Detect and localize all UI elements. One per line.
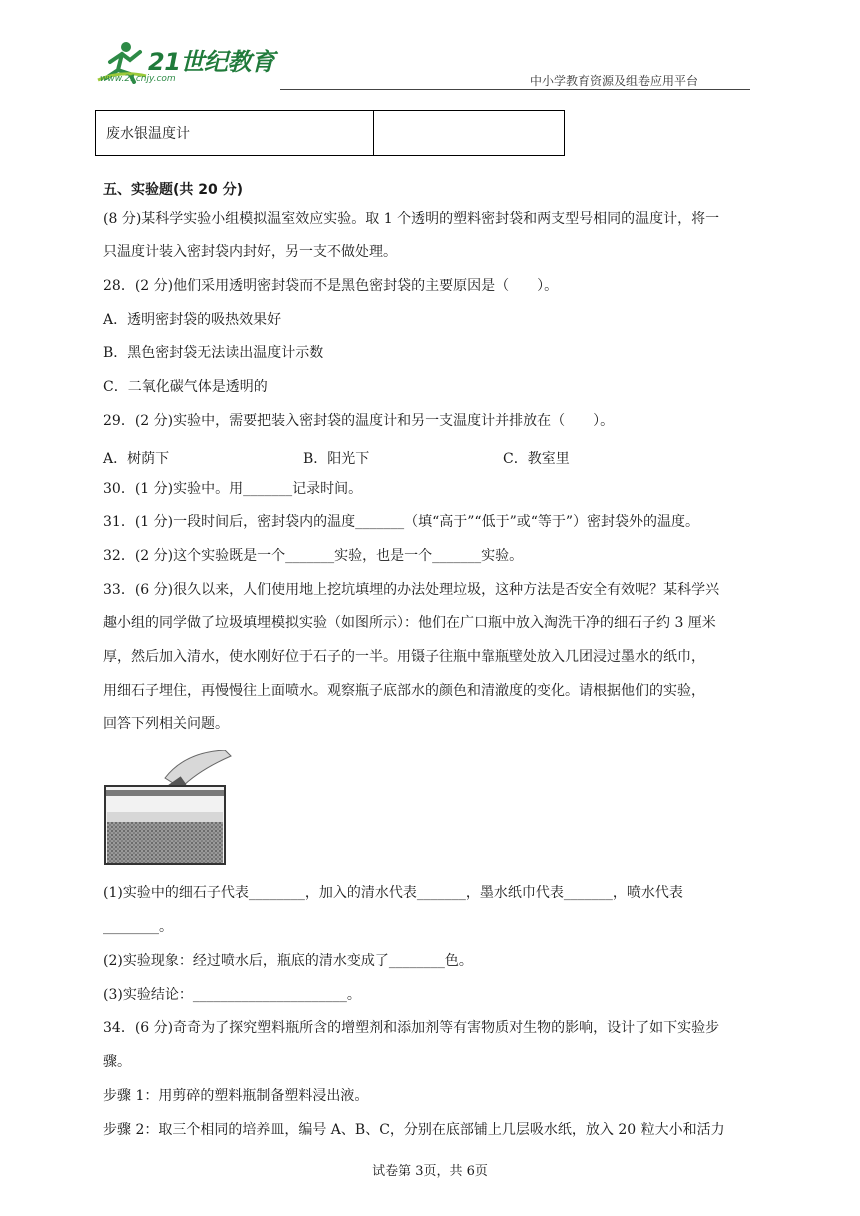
question-33-stem: 趣小组的同学做了垃圾填埋模拟实验（如图所示）：他们在广口瓶中放入淘洗干净的细石子约 3 厘米 xyxy=(103,615,716,631)
question-29-stem: 29．(2 分)实验中，需要把装入密封袋的温度计和另一支温度计并排放在（ ）。 xyxy=(103,413,615,429)
logo-text: 21世纪教育 xyxy=(148,48,275,76)
intro-line: (8 分)某科学实验小组模拟温室效应实验。取 1 个透明的塑料密封袋和两支型号相同的温度计，将一 xyxy=(103,211,720,227)
q33-sub1-cont: ________。 xyxy=(103,919,173,935)
q33-sub3: (3)实验结论：______________________。 xyxy=(103,987,361,1003)
section-title: 五、实验题(共 20 分) xyxy=(103,182,244,198)
answer-table xyxy=(95,110,565,156)
question-31: 31．(1 分)一段时间后，密封袋内的温度_______（填“高于”“低于”或“等于”）密封袋外的温度。 xyxy=(103,514,700,530)
question-34-stem: 34．(6 分)奇奇为了探究塑料瓶所含的增塑剂和添加剂等有害物质对生物的影响，设计了如下实验步 xyxy=(103,1020,720,1036)
question-33-stem: 33．(6 分)很久以来，人们使用地上挖坑填埋的办法处理垃圾，这种方法是否安全有效呢？某科学兴 xyxy=(103,582,720,598)
q34-step1: 步骤 1：用剪碎的塑料瓶制备塑料浸出液。 xyxy=(103,1088,369,1104)
question-34-stem: 骤。 xyxy=(103,1054,131,1070)
page-header xyxy=(0,0,860,92)
q29-option-c[interactable]: C．教室里 xyxy=(503,451,570,467)
logo xyxy=(96,40,276,92)
q29-option-a[interactable]: A．树荫下 xyxy=(103,451,170,467)
question-30: 30．(1 分)实验中。用_______记录时间。 xyxy=(103,481,363,497)
q28-option-b[interactable]: B．黑色密封袋无法读出温度计示数 xyxy=(103,345,324,361)
q34-step2: 步骤 2：取三个相同的培养皿，编号 A、B、C，分别在底部铺上几层吸水纸，放入 20 粒大小和活力 xyxy=(103,1122,725,1138)
table-cell-label: 废水银温度计 xyxy=(96,111,374,156)
question-32: 32．(2 分)这个实验既是一个_______实验，也是一个_______实验。 xyxy=(103,548,524,564)
table-cell-value[interactable] xyxy=(374,111,565,156)
q33-sub2: (2)实验现象：经过喷水后，瓶底的清水变成了________色。 xyxy=(103,953,473,969)
question-33-stem: 厚，然后加入清水，使水刚好位于石子的一半。用镊子往瓶中靠瓶壁处放入几团浸过墨水的纸巾， xyxy=(103,649,705,665)
logo-url: www.21cnjy.com xyxy=(100,74,176,84)
q29-option-b[interactable]: B．阳光下 xyxy=(303,451,370,467)
page-footer: 试卷第 3页，共 6页 xyxy=(372,1164,488,1179)
question-33-stem: 用细石子埋住，再慢慢往上面喷水。观察瓶子底部水的颜色和清澈度的变化。请根据他们的实验， xyxy=(103,683,705,699)
q28-option-c[interactable]: C．二氧化碳气体是透明的 xyxy=(103,379,268,395)
table-row xyxy=(96,111,565,156)
header-divider xyxy=(280,89,750,90)
question-33-stem: 回答下列相关问题。 xyxy=(103,716,229,732)
q28-option-a[interactable]: A．透明密封袋的吸热效果好 xyxy=(103,312,282,328)
q33-sub1: (1)实验中的细石子代表________，加入的清水代表_______，墨水纸巾代表_______，喷水代表 xyxy=(103,885,683,901)
question-28-stem: 28．(2 分)他们采用透明密封袋而不是黑色密封袋的主要原因是（ ）。 xyxy=(103,278,559,294)
platform-name: 中小学教育资源及组卷应用平台 xyxy=(530,74,699,88)
landfill-experiment-figure xyxy=(103,750,233,868)
intro-line: 只温度计装入密封袋内封好，另一支不做处理。 xyxy=(103,244,397,260)
